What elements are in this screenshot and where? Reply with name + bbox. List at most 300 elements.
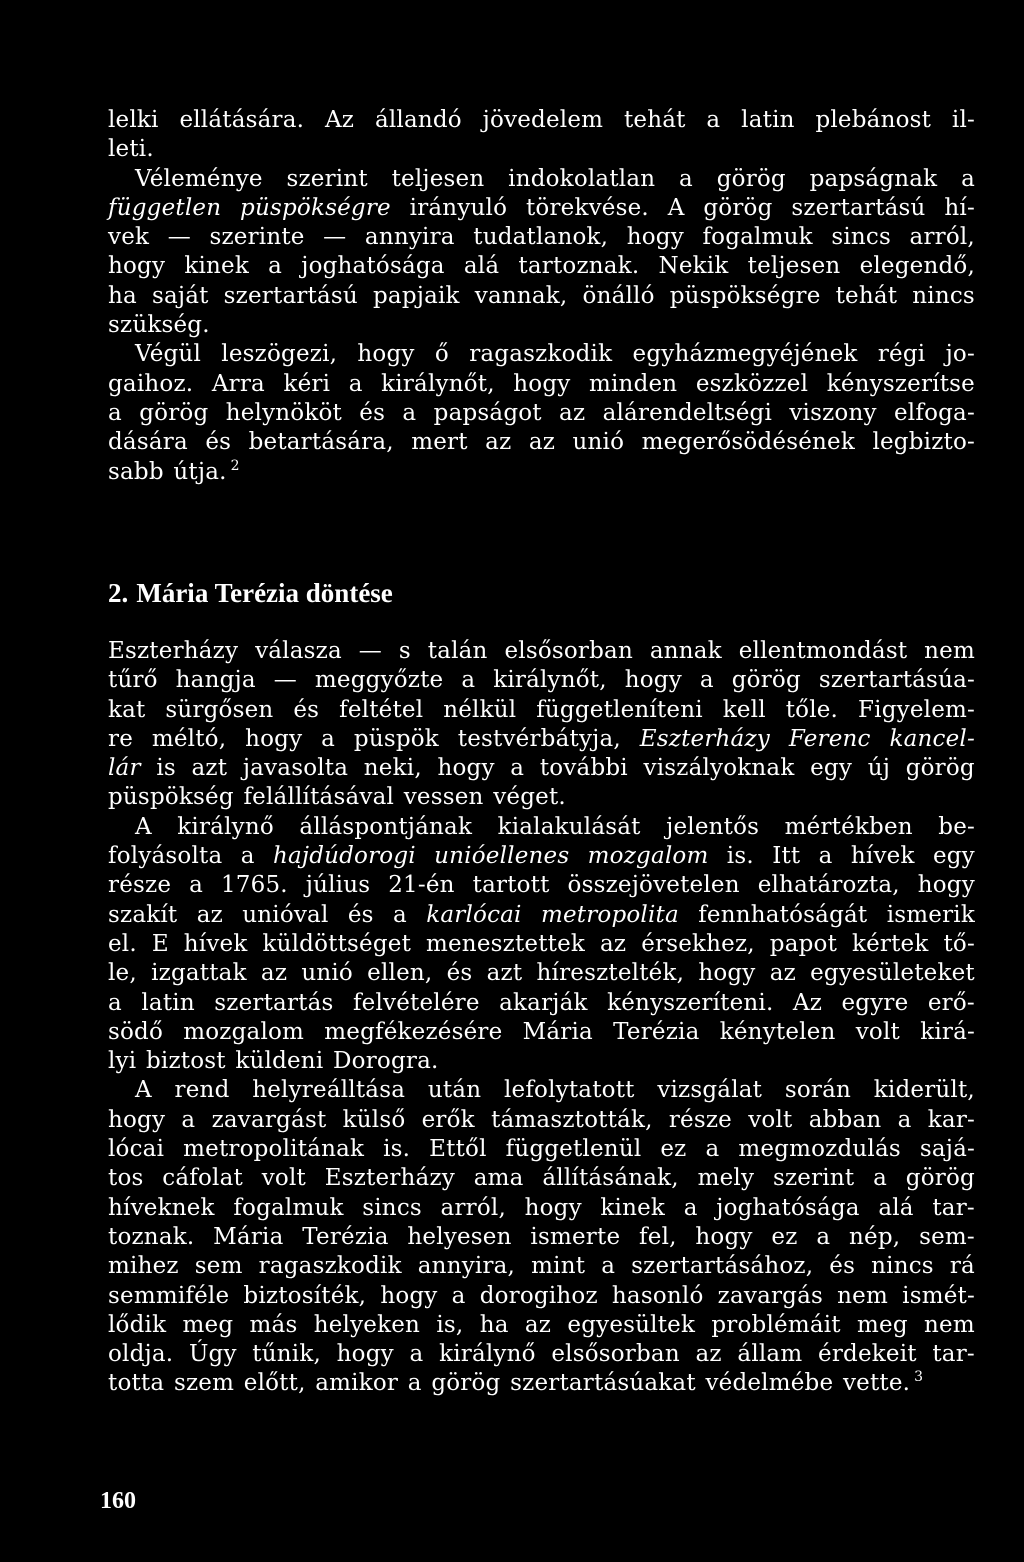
word: más: [249, 1311, 298, 1338]
word: vizsgálat: [657, 1077, 763, 1104]
word: nép,: [849, 1223, 901, 1250]
word: Az: [324, 107, 355, 133]
word: kell: [722, 696, 766, 723]
word: és: [205, 429, 232, 456]
word: hí-: [944, 194, 975, 221]
word: vessen: [403, 784, 484, 811]
word: híveknek: [108, 1194, 215, 1221]
word: kialakulását: [497, 813, 641, 840]
word: tar-: [932, 1341, 975, 1368]
word: görög: [716, 165, 786, 192]
word: Dorogra.: [333, 1048, 439, 1075]
word: a: [409, 1341, 424, 1368]
word: indokolatlan: [508, 165, 656, 192]
text-line: [108, 901, 975, 930]
word: mert: [411, 429, 468, 456]
word: Eszterházy: [108, 638, 239, 664]
word: dására: [108, 429, 188, 456]
text-line: [108, 135, 975, 164]
word: jövedelem: [482, 107, 604, 133]
word: A: [667, 194, 685, 221]
word: is,: [436, 1311, 464, 1338]
word: s: [398, 638, 411, 664]
word: abban: [808, 1106, 882, 1133]
word: nincs: [871, 1253, 934, 1280]
word: nem: [837, 1282, 889, 1309]
word: vannak,: [474, 282, 568, 309]
text-line: [108, 458, 975, 487]
word: összejövetelen: [567, 872, 740, 899]
word: lelki: [108, 107, 159, 133]
word: tartott: [472, 872, 550, 899]
word: szertartásúakat: [510, 1370, 696, 1397]
word: hogy: [917, 872, 975, 899]
word: küldeni: [235, 1048, 324, 1075]
word: Eszterházy: [639, 725, 770, 752]
word: sincs: [362, 1194, 422, 1221]
word: függetleníteni: [536, 696, 703, 723]
word: érsekhez,: [641, 930, 755, 957]
word: az: [528, 429, 556, 456]
word: hogy: [524, 1194, 582, 1221]
word: rend: [174, 1077, 230, 1104]
word: királynő: [177, 813, 274, 840]
text-line: [108, 871, 975, 900]
word: az: [600, 930, 627, 957]
word: a: [699, 667, 714, 694]
word: álláspontjának: [299, 813, 473, 840]
word: a: [897, 1106, 912, 1133]
word: elsősorban: [551, 1341, 680, 1368]
word: a: [108, 399, 122, 426]
word: rá: [949, 1253, 975, 1280]
word: az: [559, 399, 586, 426]
text-line: [108, 223, 975, 252]
word: az: [769, 960, 796, 987]
word: nem: [924, 638, 975, 664]
word: ha: [479, 1311, 509, 1338]
word: az: [695, 1341, 722, 1368]
text-line: [108, 989, 975, 1018]
word: szertartásúa-: [818, 667, 975, 694]
word: püspök: [353, 725, 439, 752]
word: meg: [857, 1311, 908, 1338]
word: szerint: [772, 1165, 855, 1192]
text-line: [108, 340, 975, 369]
word: latin: [141, 989, 195, 1016]
word: E: [151, 930, 169, 957]
word: püspökség: [108, 784, 234, 811]
word: cáfolat: [162, 1165, 243, 1192]
word: semmiféle: [108, 1282, 230, 1309]
text-line: [108, 1369, 975, 1398]
word: szerint: [286, 165, 368, 192]
word: kirá-: [920, 1018, 975, 1045]
text-line: [108, 1223, 975, 1252]
word: ragaszkodik: [258, 1253, 402, 1280]
word: hajdúdorogi: [272, 843, 416, 870]
word: ismerte: [530, 1223, 621, 1250]
word: egy: [810, 755, 853, 782]
word: lár: [108, 755, 141, 782]
word: mértékben: [784, 813, 913, 840]
word: lyi: [108, 1048, 137, 1075]
word: a: [240, 843, 255, 870]
word: dorogihoz: [479, 1282, 598, 1309]
word: hogy: [108, 253, 166, 280]
text-line: [108, 842, 975, 871]
word: Figyelem-: [858, 696, 975, 723]
word: totta: [108, 1370, 165, 1397]
word: a: [683, 1194, 698, 1221]
word: hogy: [357, 341, 415, 368]
word: a: [510, 755, 525, 782]
word: alá: [463, 253, 500, 280]
word: hogy: [624, 667, 682, 694]
word: viszony: [789, 399, 877, 426]
word: királynő: [439, 1341, 536, 1368]
word: annyira,: [417, 1253, 516, 1280]
word: püspökségre: [669, 282, 821, 309]
text-line: [108, 666, 975, 695]
word: az: [485, 429, 512, 456]
word: zavargást: [211, 1106, 327, 1133]
word: fogalmuk: [702, 224, 813, 251]
word: biztosíték,: [243, 1282, 367, 1309]
text-line: [108, 399, 975, 428]
word: ez: [771, 1223, 798, 1250]
word: fel,: [639, 1223, 677, 1250]
word: ragaszkodik: [469, 341, 613, 368]
word: szertartású: [791, 194, 926, 221]
word: ellentmondást: [738, 638, 908, 664]
word: jo-: [945, 341, 975, 368]
word: ismét-: [902, 1282, 975, 1309]
word: le,: [108, 960, 137, 987]
word: során: [784, 1077, 852, 1104]
word: menesztettek: [425, 930, 586, 957]
text-line: [108, 959, 975, 988]
word: tűrő: [108, 667, 158, 694]
word: unióellenes: [434, 843, 570, 870]
word: hogy: [698, 960, 756, 987]
word: biztost: [145, 1048, 226, 1075]
word: zavargás: [717, 1282, 824, 1309]
word: jelentős: [666, 813, 760, 840]
word: volt: [748, 1106, 793, 1133]
word: metropolitának: [183, 1136, 365, 1163]
word: nincs: [912, 282, 975, 309]
text-line: [108, 637, 975, 666]
word: tar-: [932, 1194, 975, 1221]
section-heading: [108, 576, 393, 610]
word: állandó: [374, 107, 462, 133]
word: és: [829, 1253, 856, 1280]
word: akarják: [499, 989, 588, 1016]
footnote-reference: 3: [914, 1369, 924, 1386]
word: helyesen: [407, 1223, 512, 1250]
text-line: [108, 1018, 975, 1047]
word: hogy: [695, 1223, 753, 1250]
word: unió: [301, 960, 353, 987]
word: hogy: [336, 1341, 394, 1368]
word: nem: [924, 1311, 975, 1338]
word: hogy: [108, 1106, 166, 1133]
word: el.: [108, 930, 137, 957]
word: a: [268, 253, 283, 280]
word: folyásolta: [108, 843, 223, 870]
word: egyre: [841, 989, 909, 1016]
word: Ettől: [429, 1136, 487, 1163]
word: a: [873, 1165, 887, 1192]
word: útja. $^2$: [173, 457, 240, 485]
word: A: [135, 1077, 152, 1104]
word: kar-: [927, 1106, 975, 1133]
word: is.: [726, 843, 754, 870]
word: elhatározta,: [757, 872, 900, 899]
text-line: [108, 1340, 975, 1369]
word: a: [189, 872, 204, 899]
word: arról,: [440, 1194, 506, 1221]
word: irányuló: [409, 194, 508, 221]
text-line: [108, 754, 975, 783]
word: —: [323, 224, 347, 251]
word: új: [867, 755, 891, 782]
word: meg: [182, 1311, 234, 1338]
word: södő: [108, 1018, 164, 1045]
text-line: [108, 370, 975, 399]
word: egyházmegyéjének: [632, 341, 858, 368]
text-line: [108, 725, 975, 754]
text-line: [108, 428, 975, 457]
text-line: [108, 106, 975, 135]
word: törekvése.: [525, 194, 649, 221]
word: 21-én: [388, 872, 455, 899]
word: hívek: [850, 843, 915, 870]
text-line: [108, 311, 975, 340]
text-line: [108, 1076, 975, 1105]
text-line: [108, 1164, 975, 1193]
word: mihez: [108, 1253, 179, 1280]
word: görög: [431, 1370, 501, 1397]
word: papjaik: [372, 282, 460, 309]
word: tő-: [943, 930, 975, 957]
word: il-: [951, 107, 975, 133]
word: az: [196, 901, 223, 928]
word: tudatlanok,: [473, 224, 609, 251]
word: védelmébe: [705, 1370, 834, 1397]
word: a: [461, 667, 476, 694]
word: az: [260, 960, 288, 987]
word: tartoznak.: [518, 253, 640, 280]
word: a: [402, 399, 417, 426]
word: —: [358, 638, 382, 664]
word: elsősorban: [504, 638, 633, 664]
word: betartására,: [248, 429, 394, 456]
word: unióval: [242, 901, 329, 928]
word: kancel-: [889, 725, 975, 752]
text-line: [108, 813, 975, 842]
word: érdekeit: [818, 1341, 917, 1368]
word: a: [108, 989, 122, 1016]
word: javasolta: [242, 755, 349, 782]
word: és: [446, 960, 473, 987]
word: mely: [697, 1165, 755, 1192]
footnote-reference: 2: [230, 457, 240, 474]
text-line: [108, 930, 975, 959]
word: szükség.: [108, 312, 210, 339]
word: papságot: [433, 399, 542, 426]
word: unió: [572, 429, 625, 456]
word: Arra: [211, 370, 265, 397]
word: ismerik: [886, 901, 975, 928]
word: megfékezésére: [324, 1018, 503, 1045]
word: válasza: [255, 638, 342, 664]
text-line: [108, 252, 975, 281]
word: sem: [194, 1253, 243, 1280]
word: re: [108, 725, 134, 752]
word: kinek: [184, 253, 249, 280]
word: Véleménye: [135, 165, 263, 192]
word: ellátására.: [179, 107, 305, 133]
word: a: [961, 165, 975, 192]
word: kényszerítse: [826, 370, 975, 397]
word: nélkül: [443, 696, 517, 723]
word: hívek: [183, 930, 248, 957]
word: Mária: [213, 1223, 284, 1250]
word: hangja: [175, 667, 256, 694]
word: kiderült,: [873, 1077, 975, 1104]
text-line: [108, 282, 975, 311]
word: méltó,: [151, 725, 227, 752]
word: tűnik,: [252, 1341, 321, 1368]
word: meggyőzte: [314, 667, 444, 694]
text-block-top: [108, 106, 975, 487]
word: annyira: [364, 224, 455, 251]
word: önálló: [582, 282, 655, 309]
text-line: [108, 194, 975, 223]
word: gaihoz.: [108, 370, 194, 397]
word: is: [156, 755, 176, 782]
word: erők: [421, 1106, 475, 1133]
text-line: [108, 1047, 975, 1076]
text-line: [108, 1252, 975, 1281]
text-line: [108, 165, 975, 194]
word: Ferenc: [788, 725, 871, 752]
word: kat: [108, 696, 146, 723]
word: felállításával: [243, 784, 395, 811]
word: joghatósága: [716, 1194, 860, 1221]
word: megmozdulás: [738, 1136, 901, 1163]
word: lefolytatott: [503, 1077, 635, 1104]
word: saját: [152, 282, 209, 309]
word: hasonló: [611, 1282, 704, 1309]
word: a: [407, 1370, 422, 1397]
word: július: [305, 872, 371, 899]
word: ama: [473, 1165, 524, 1192]
word: a: [451, 1282, 466, 1309]
section-title: Mária Terézia döntése: [136, 578, 393, 608]
word: mint: [531, 1253, 586, 1280]
word: sem-: [919, 1223, 975, 1250]
word: külső: [342, 1106, 406, 1133]
word: a: [601, 1253, 616, 1280]
word: teljesen: [391, 165, 485, 192]
word: papot: [769, 930, 838, 957]
word: is.: [383, 1136, 411, 1163]
word: tőle.: [785, 696, 839, 723]
word: tos: [108, 1165, 144, 1192]
word: része: [668, 1106, 732, 1133]
word: tehát: [623, 107, 686, 133]
word: görög: [731, 667, 801, 694]
word: latin: [741, 107, 795, 133]
word: szertartású: [223, 282, 358, 309]
word: véget.: [493, 784, 566, 811]
word: vek: [108, 224, 150, 251]
word: testvérbátyja,: [457, 725, 621, 752]
word: a: [816, 1223, 831, 1250]
word: a: [706, 107, 721, 133]
word: mozgalom: [587, 843, 709, 870]
word: hogy: [245, 725, 303, 752]
word: erő-: [927, 989, 975, 1016]
word: és: [347, 901, 374, 928]
word: része: [108, 872, 172, 899]
word: azt: [486, 960, 523, 987]
text-line: [108, 1194, 975, 1223]
word: ha: [108, 282, 137, 309]
word: Terézia: [302, 1223, 389, 1250]
word: szem: [173, 1370, 235, 1397]
text-line: [108, 1311, 975, 1340]
word: a: [818, 843, 833, 870]
word: régi: [877, 341, 926, 368]
word: a: [321, 725, 336, 752]
text-line: [108, 1282, 975, 1311]
word: szertartásához,: [631, 1253, 814, 1280]
word: szakít: [108, 901, 178, 928]
word: püspökségre: [240, 194, 391, 221]
word: helyreálltása: [252, 1077, 406, 1104]
word: előtt,: [243, 1370, 306, 1397]
word: görög: [703, 194, 773, 221]
word: kényszeríteni.: [607, 989, 774, 1016]
word: a: [348, 370, 363, 397]
word: teljesen: [747, 253, 841, 280]
word: problémáit: [711, 1311, 841, 1338]
word: joghatósága: [301, 253, 445, 280]
word: szertartás: [214, 989, 334, 1016]
word: támasztották,: [491, 1106, 653, 1133]
word: minden: [588, 370, 678, 397]
section-number: 2.: [108, 578, 129, 608]
word: 1765.: [220, 872, 288, 899]
word: a: [705, 1136, 720, 1163]
text-line: [108, 1135, 975, 1164]
word: —: [167, 224, 191, 251]
word: Terézia: [613, 1018, 700, 1045]
word: toznak.: [108, 1223, 195, 1250]
word: megerősödésének: [641, 429, 855, 456]
word: Az: [792, 989, 823, 1016]
word: a: [392, 901, 407, 928]
word: a: [679, 165, 693, 192]
word: tehát: [835, 282, 898, 309]
word: leszögezi,: [221, 341, 338, 368]
word: helyeken: [313, 1311, 421, 1338]
word: állításának,: [542, 1165, 679, 1192]
